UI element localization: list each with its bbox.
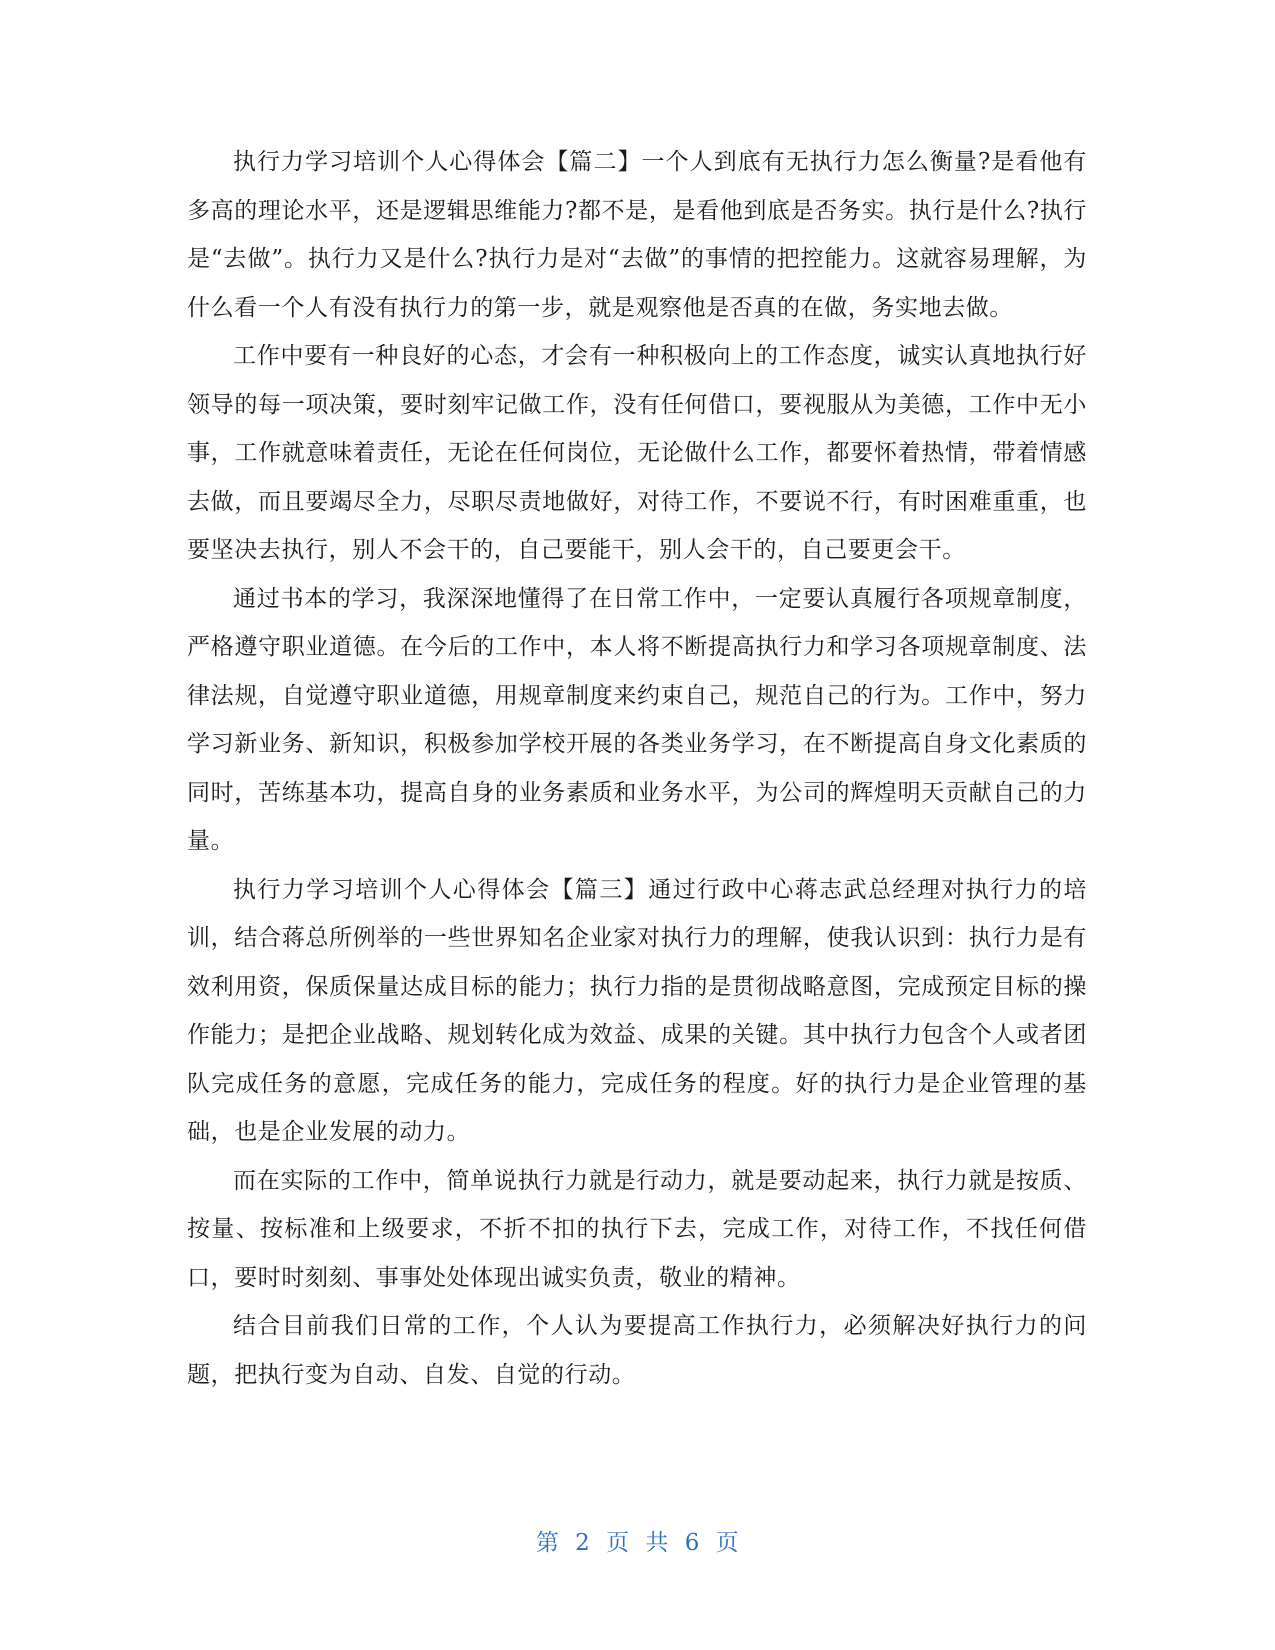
paragraph-6: 结合目前我们日常的工作，个人认为要提高工作执行力，必须解决好执行力的问题，把执行变为自动、自发、自觉的行动。 (187, 1313, 1087, 1388)
paragraph-3: 通过书本的学习，我深深地懂得了在日常工作中，一定要认真履行各项规章制度，严格遵守职业道德。在今后的工作中，本人将不断提高执行力和学习各项规章制度、法律法规，自觉遵守职业道德，用规章制度来约束自己，规范自己的行为。工作中，努力学习新业务、新知识，积极参加学校开展的各类业务学习，在不断提高自身文化素质的同时，苦练基本功，提高自身的业务素质和业务水平，为公司的辉煌明天贡献自己的力量。 (187, 585, 1087, 854)
document-body (187, 138, 1087, 1399)
footer-page-suffix: 页 (715, 1530, 740, 1556)
footer-page-prefix: 第 (535, 1530, 560, 1556)
footer-page-number: 2 (575, 1530, 591, 1556)
paragraph-4: 执行力学习培训个人心得体会【篇三】通过行政中心蒋志武总经理对执行力的培训，结合蒋总所例举的一些世界知名企业家对执行力的理解，使我认识到：执行力是有效利用资，保质保量达成目标的能力；执行力指的是贯彻战略意图，完成预定目标的操作能力；是把企业战略、规划转化成为效益、成果的关键。其中执行力包含个人或者团队完成任务的意愿，完成任务的能力，完成任务的程度。好的执行力是企业管理的基础，也是企业发展的动力。 (187, 876, 1087, 1145)
paragraph-1: 执行力学习培训个人心得体会【篇二】一个人到底有无执行力怎么衡量?是看他有多高的理论水平，还是逻辑思维能力?都不是，是看他到底是否务实。执行是什么?执行是“去做”。执行力又是什么?执行力是对“去做”的事情的把控能力。这就容易理解，为什么看一个人有没有执行力的第一步，就是观察他是否真的在做，务实地去做。 (187, 149, 1087, 321)
footer-total-pages: 6 (684, 1530, 700, 1556)
footer-page-mid: 页 (606, 1530, 630, 1556)
paragraph-5: 而在实际的工作中，简单说执行力就是行动力，就是要动起来，执行力就是按质、按量、按标准和上级要求，不折不扣的执行下去，完成工作，对待工作，不找任何借口，要时时刻刻、事事处处体现出诚实负责，敬业的精神。 (187, 1167, 1087, 1291)
paragraph-2: 工作中要有一种良好的心态，才会有一种积极向上的工作态度，诚实认真地执行好领导的每一项决策，要时刻牢记做工作，没有任何借口，要视服从为美德，工作中无小事，工作就意味着责任，无论在任何岗位，无论做什么工作，都要怀着热情，带着情感去做，而且要竭尽全力，尽职尽责地做好，对待工作，不要说不行，有时困难重重，也要坚决去执行，别人不会干的，自己要能干，别人会干的，自己要更会干。 (187, 343, 1087, 563)
page-footer (0, 1524, 1275, 1557)
footer-total-label: 共 (645, 1530, 669, 1556)
